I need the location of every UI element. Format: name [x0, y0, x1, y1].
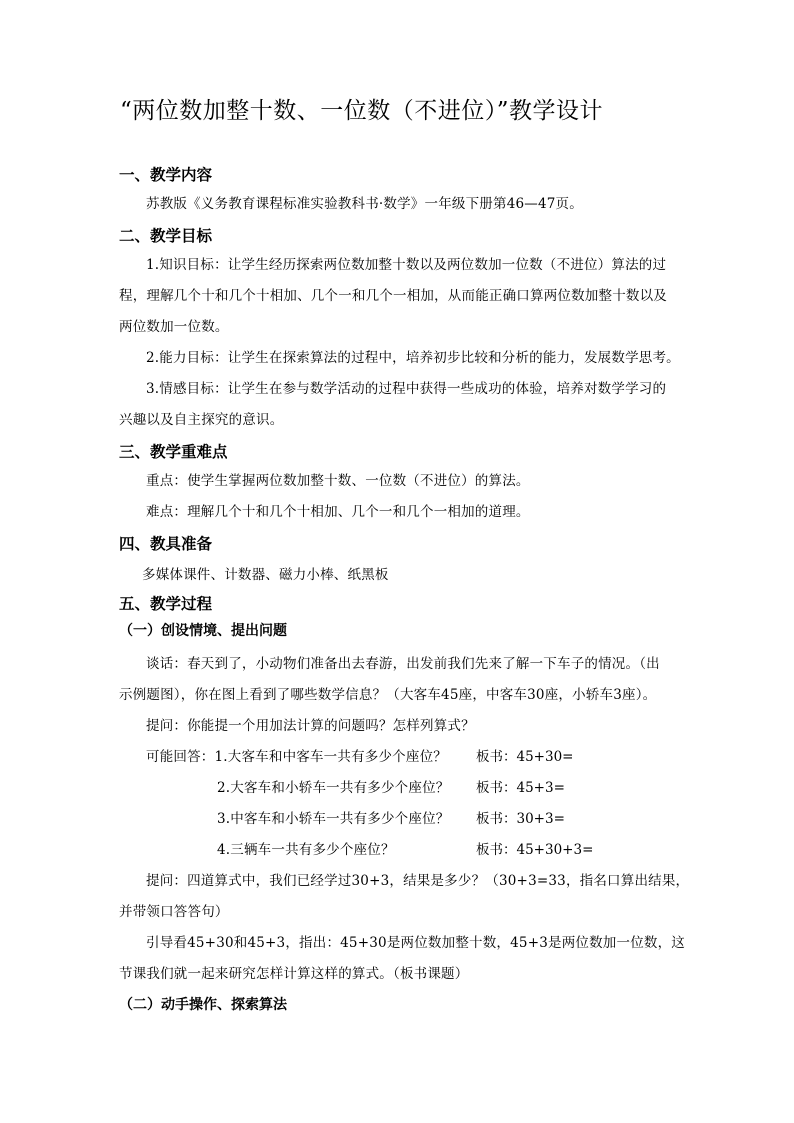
difficulty-point: 难点：理解几个十和几个十相加、几个一和几个一相加的道理。	[146, 504, 530, 520]
section-heading-keypoints: 三、教学重难点	[119, 442, 228, 461]
talk-line2: 示例题图），你在图上看到了哪些数学信息？（大客车45座，中客车30座，小轿车3座）。	[119, 687, 657, 703]
answer-3: 3.中客车和小轿车一共有多少个座位？	[217, 811, 450, 827]
guide-line1: 引导看45+30和45+3，指出：45+30是两位数加整十数，45+3是两位数加一位数，这	[146, 935, 685, 951]
board-1: 板书：45+30=	[476, 749, 574, 765]
section-heading-goals: 二、教学目标	[119, 226, 213, 245]
answer-1: 可能回答：1.大客车和中客车一共有多少个座位？	[146, 749, 447, 765]
board-2: 板书：45+3=	[476, 780, 565, 796]
materials-text: 多媒体课件、计数器、磁力小棒、纸黑板	[142, 567, 389, 583]
section-heading-process: 五、教学过程	[119, 594, 213, 613]
goal1-line3: 两位数加一位数。	[119, 319, 229, 335]
board-4: 板书：45+30+3=	[476, 842, 594, 858]
question-prompt: 提问：你能提一个用加法计算的问题吗？怎样列算式？	[146, 718, 475, 734]
answer-2: 2.大客车和小轿车一共有多少个座位？	[217, 780, 450, 796]
board-3: 板书：30+3=	[476, 811, 565, 827]
goal1-line1: 1.知识目标：让学生经历探索两位数加整十数以及两位数加一位数（不进位）算法的过	[146, 257, 667, 273]
talk-line1: 谈话：春天到了，小动物们准备出去春游，出发前我们先来了解一下车子的情况。（出	[146, 656, 660, 672]
content-text: 苏教版《义务教育课程标准实验教科书·数学》一年级下册第46—47页。	[146, 196, 583, 212]
ask2-line2: 并带领口答答句）	[119, 904, 229, 920]
answer-4: 4.三辆车一共有多少个座位？	[217, 842, 395, 858]
key-point: 重点：使学生掌握两位数加整十数、一位数（不进位）的算法。	[146, 473, 530, 489]
subsection-heading-2: （二）动手操作、探索算法	[119, 997, 287, 1013]
goal2: 2.能力目标：让学生在探索算法的过程中，培养初步比较和分析的能力，发展数学思考。	[146, 350, 680, 366]
document-title: “两位数加整十数、一位数（不进位）”教学设计	[120, 98, 604, 124]
ask2-line1: 提问：四道算式中，我们已经学过30+3，结果是多少？（30+3=33，指名口算出结果，	[146, 873, 690, 889]
subsection-heading-1: （一）创设情境、提出问题	[119, 623, 287, 639]
guide-line2: 节课我们就一起来研究怎样计算这样的算式。（板书课题）	[119, 966, 469, 982]
goal3-line1: 3.情感目标：让学生在参与数学活动的过程中获得一些成功的体验，培养对数学学习的	[146, 381, 667, 397]
section-heading-content: 一、教学内容	[119, 165, 213, 184]
goal1-line2: 程，理解几个十和几个十相加、几个一和几个一相加，从而能正确口算两位数加整十数以及	[119, 288, 667, 304]
section-heading-materials: 四、教具准备	[119, 534, 213, 553]
goal3-line2: 兴趣以及自主探究的意识。	[119, 412, 284, 428]
